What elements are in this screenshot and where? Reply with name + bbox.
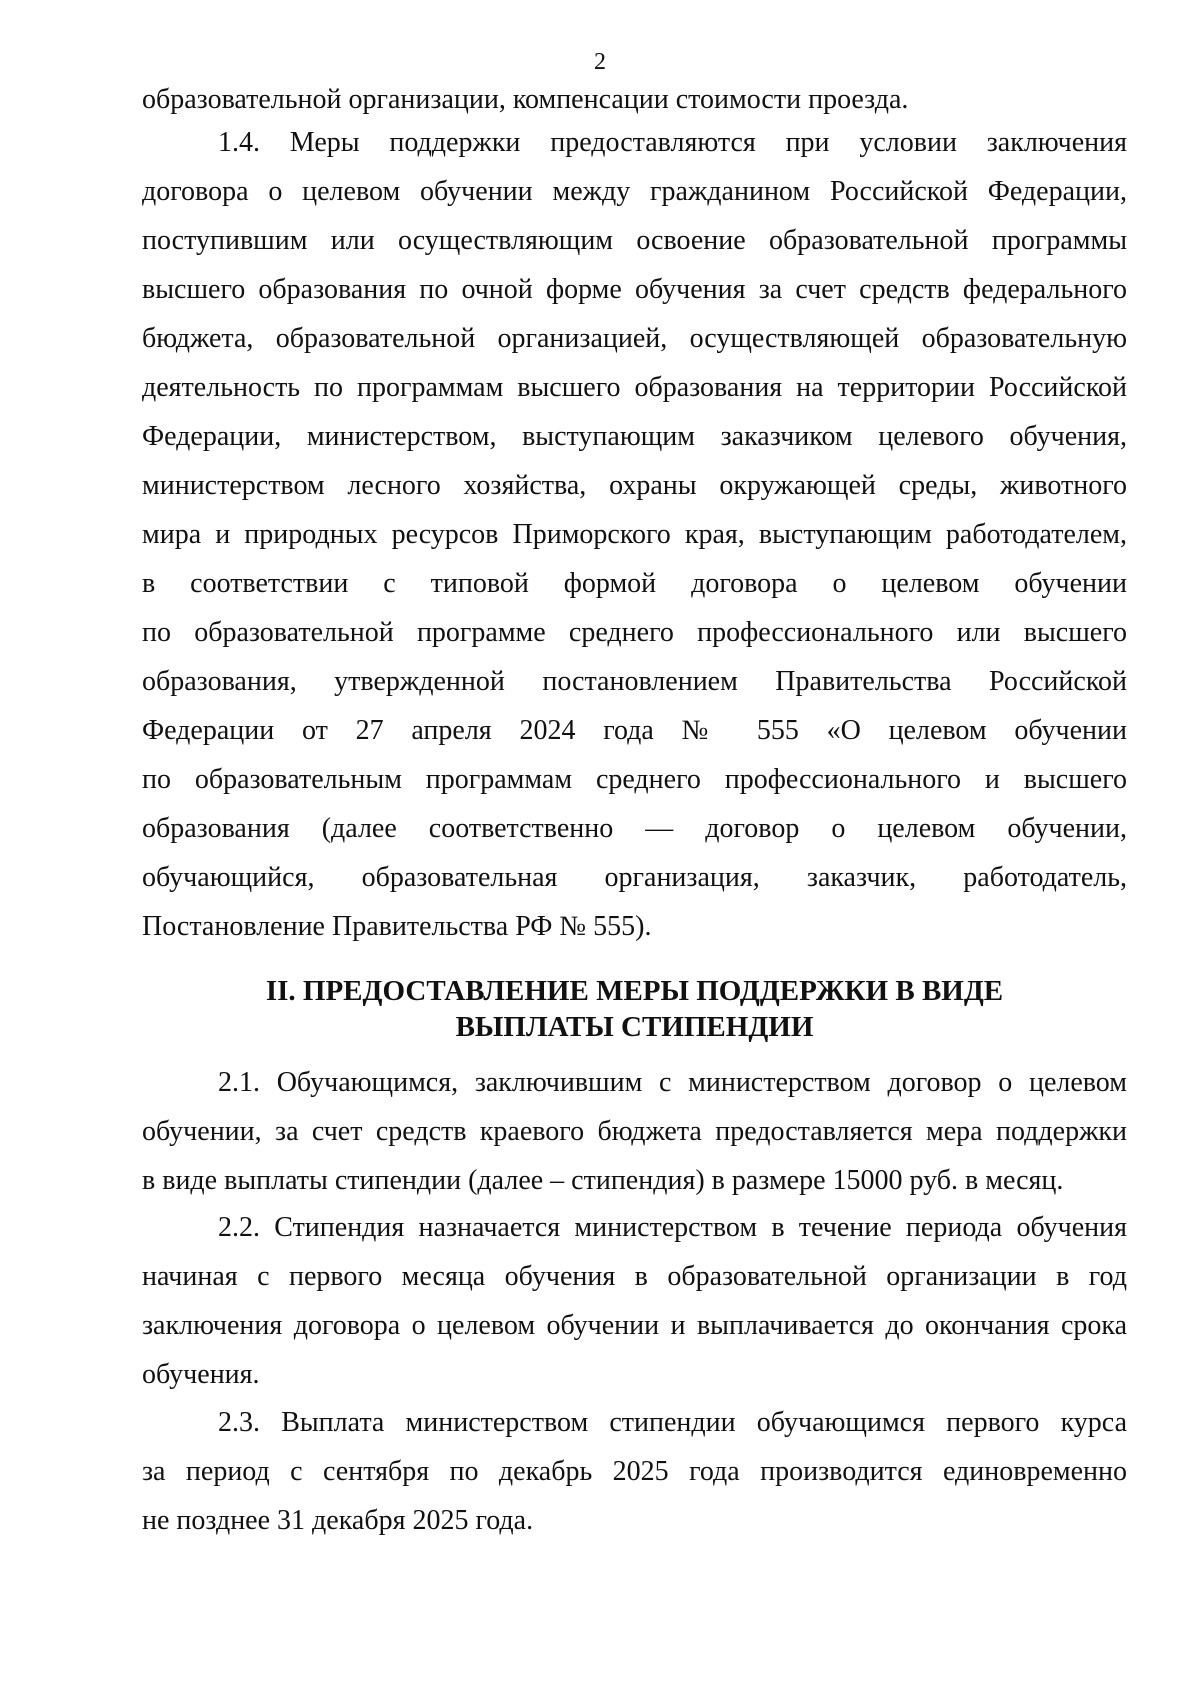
- carry-over-paragraph: [142, 75, 1127, 124]
- paragraph-line: Постановление Правительства РФ № 555).: [142, 911, 652, 942]
- paragraph-line: обучении, за счет средств краевого бюджета предоставляется мера поддержки: [142, 1116, 1127, 1147]
- section-heading-line: II. ПРЕДОСТАВЛЕНИЕ МЕРЫ ПОДДЕРЖКИ В ВИДЕ: [265, 975, 1004, 1007]
- paragraph-line: за период с сентября по декабрь 2025 года производится единовременно: [142, 1456, 1127, 1487]
- paragraph-line: образовательной организации, компенсации стоимости проезда.: [142, 84, 909, 115]
- paragraph-line: по образовательным программам среднего профессионального и высшего: [142, 764, 1127, 795]
- paragraph-line: заключения договора о целевом обучении и выплачивается до окончания срока: [142, 1310, 1127, 1341]
- paragraph-line: бюджета, образовательной организацией, осуществляющей образовательную: [142, 323, 1127, 354]
- paragraph-line: начиная с первого месяца обучения в образовательной организации в год: [142, 1261, 1127, 1292]
- paragraph-line: министерством лесного хозяйства, охраны окружающей среды, животного: [142, 470, 1127, 501]
- paragraph-line: в соответствии с типовой формой договора о целевом обучении: [142, 568, 1127, 599]
- paragraph-line: образования (далее соответственно — договор о целевом обучении,: [142, 813, 1127, 844]
- paragraph-line: договора о целевом обучении между гражданином Российской Федерации,: [142, 176, 1127, 207]
- paragraph-line: образования, утвержденной постановлением Правительства Российской: [142, 666, 1127, 697]
- paragraph-line: поступившим или осуществляющим освоение образовательной программы: [142, 225, 1127, 256]
- paragraph-line: обучающийся, образовательная организация, заказчик, работодатель,: [142, 862, 1127, 893]
- paragraph-line: 2.2. Стипендия назначается министерством в течение периода обучения: [218, 1212, 1127, 1243]
- paragraph-line: обучения.: [142, 1359, 260, 1390]
- paragraph-line: высшего образования по очной форме обучения за счет средств федерального: [142, 274, 1127, 305]
- paragraph-2-3: [142, 1398, 1127, 1545]
- paragraph-line: не позднее 31 декабря 2025 года.: [142, 1505, 534, 1536]
- paragraph-line: деятельность по программам высшего образования на территории Российской: [142, 372, 1127, 403]
- paragraph-2-2: [142, 1203, 1127, 1399]
- section-heading: [142, 973, 1127, 1045]
- paragraph-line: Федерации, министерством, выступающим заказчиком целевого обучения,: [142, 421, 1127, 452]
- paragraph-line: мира и природных ресурсов Приморского края, выступающим работодателем,: [142, 519, 1127, 550]
- paragraph-line: 1.4. Меры поддержки предоставляются при условии заключения: [218, 127, 1127, 158]
- paragraph-line: 2.3. Выплата министерством стипендии обучающимся первого курса: [218, 1407, 1127, 1438]
- paragraph-line: 2.1. Обучающимся, заключившим с министерством договор о целевом: [218, 1067, 1127, 1098]
- page-number: 2: [594, 49, 606, 75]
- paragraph-1-4: [142, 118, 1127, 951]
- paragraph-2-1: [142, 1058, 1127, 1205]
- paragraph-line: в виде выплаты стипендии (далее – стипендия) в размере 15000 руб. в месяц.: [142, 1165, 1064, 1196]
- section-heading-line: ВЫПЛАТЫ СТИПЕНДИИ: [455, 1011, 814, 1043]
- paragraph-line: по образовательной программе среднего профессионального или высшего: [142, 617, 1127, 648]
- paragraph-line: Федерации от 27 апреля 2024 года № 555 «О целевом обучении: [142, 715, 1127, 746]
